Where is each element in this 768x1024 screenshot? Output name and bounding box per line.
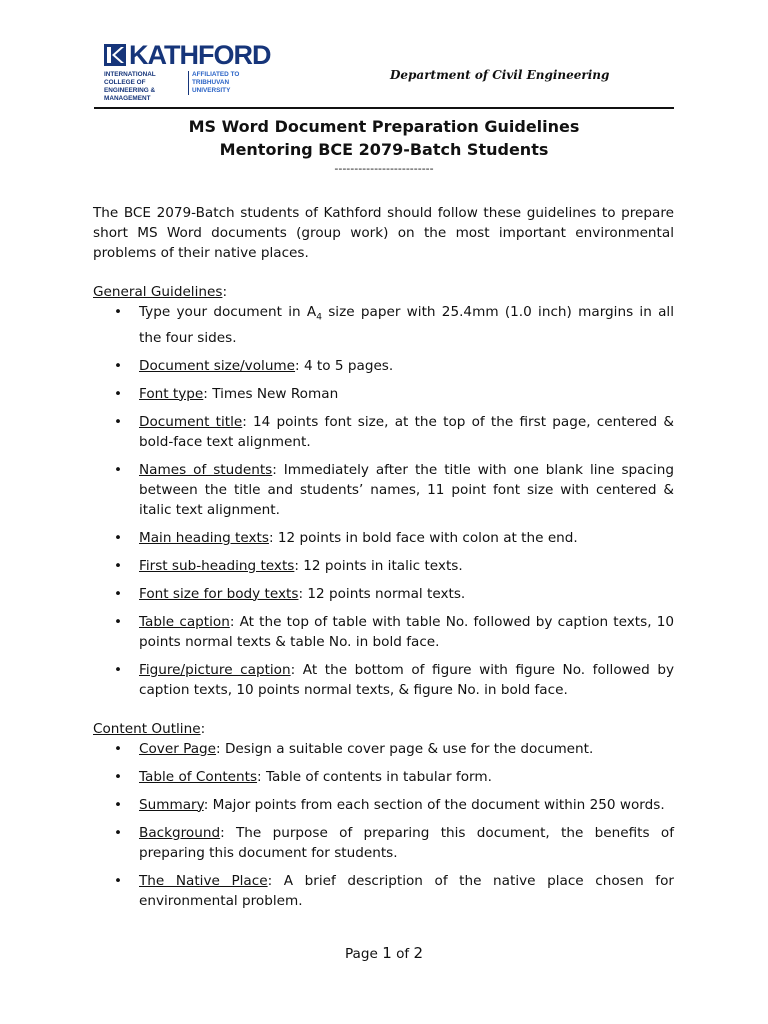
item-term: Background bbox=[139, 824, 221, 841]
item-term: Document size/volume bbox=[139, 357, 296, 374]
item-text: : 14 points font size, at the top of the first page, centered & bold-face text alignment. bbox=[139, 413, 674, 450]
item-text: : Times New Roman bbox=[203, 385, 339, 402]
college-logo bbox=[104, 40, 271, 102]
list-item bbox=[93, 556, 674, 576]
list-item bbox=[93, 767, 674, 787]
document-subtitle: Mentoring BCE 2079-Batch Students bbox=[219, 140, 549, 159]
title-separator: ------------------------- bbox=[334, 162, 434, 175]
general-guidelines-list bbox=[93, 302, 674, 700]
department-name: Department of Civil Engineering bbox=[390, 68, 610, 82]
list-item bbox=[93, 528, 674, 548]
item-term: Main heading texts bbox=[139, 529, 269, 546]
list-item: • Type your document in $A_4$ size paper with 25.4mm (1.0 inch) margins in all the four sides. bbox=[93, 302, 674, 348]
item-text: : 12 points normal texts. bbox=[298, 585, 466, 602]
item-term: Figure/picture caption bbox=[139, 661, 291, 678]
list-item bbox=[93, 739, 674, 759]
logo-affiliation: AFFILIATED TO TRIBHUVAN UNIVERSITY bbox=[188, 71, 262, 95]
item-term: Names of students bbox=[139, 461, 273, 478]
list-item bbox=[93, 795, 674, 815]
item-text: : 4 to 5 pages. bbox=[295, 357, 394, 374]
item-term: Font size for body texts bbox=[139, 585, 299, 602]
document-body bbox=[93, 203, 674, 911]
kathford-logo-icon bbox=[104, 44, 126, 66]
item-term: Document title bbox=[139, 413, 243, 430]
page-number: Page 1 of 2 bbox=[344, 944, 424, 962]
item-term: Cover Page bbox=[139, 740, 217, 757]
item-term: Font type bbox=[139, 385, 204, 402]
list-item bbox=[93, 823, 674, 863]
list-item bbox=[93, 460, 674, 520]
list-item bbox=[93, 612, 674, 652]
document-title: MS Word Document Preparation Guidelines bbox=[188, 117, 580, 136]
item-term: The Native Place bbox=[139, 872, 268, 889]
item-text: : 12 points in italic texts. bbox=[294, 557, 463, 574]
list-item bbox=[93, 660, 674, 700]
content-outline-list bbox=[93, 739, 674, 911]
item-text: : Immediately after the title with one blank line spacing between the title and students’ names, 11 point font size with centered & italic text alignment. bbox=[139, 461, 674, 518]
item-text: : At the top of table with table No. followed by caption texts, 10 points normal texts & table No. in bold face. bbox=[139, 613, 675, 650]
list-item bbox=[93, 384, 674, 404]
list-item bbox=[93, 871, 674, 911]
item-text: : The purpose of preparing this document, the benefits of preparing this document for students. bbox=[139, 824, 674, 861]
logo-subtitle: INTERNATIONAL COLLEGE OF ENGINEERING & MANAGEMENT bbox=[104, 71, 156, 102]
general-guidelines-heading: General Guidelines: bbox=[93, 284, 228, 300]
item-term: Summary bbox=[139, 796, 204, 813]
item-text: : A brief description of the native place chosen for environmental problem. bbox=[139, 872, 674, 909]
item-term: First sub-heading texts bbox=[139, 557, 295, 574]
item-text: : At the bottom of figure with figure No. followed by caption texts, 10 points normal texts, & figure No. in bold face. bbox=[139, 661, 675, 698]
item-text: : 12 points in bold face with colon at the end. bbox=[268, 529, 578, 546]
list-item bbox=[93, 356, 674, 376]
intro-paragraph: The BCE 2079-Batch students of Kathford should follow these guidelines to prepare short MS Word documents (group work) on the most important environmental problems of their native places. bbox=[93, 205, 674, 261]
item-text: : Design a suitable cover page & use for the document. bbox=[216, 740, 594, 757]
content-outline-heading: Content Outline: bbox=[93, 720, 206, 737]
item-term: Table of Contents bbox=[139, 768, 258, 785]
logo-name: KATHFORD bbox=[129, 40, 271, 70]
list-item bbox=[93, 584, 674, 604]
list-item bbox=[93, 412, 674, 452]
item-text: : Major points from each section of the document within 250 words. bbox=[203, 796, 665, 813]
item-text: : Table of contents in tabular form. bbox=[257, 768, 492, 785]
header-divider bbox=[94, 107, 674, 109]
item-term: Table caption bbox=[139, 613, 230, 630]
